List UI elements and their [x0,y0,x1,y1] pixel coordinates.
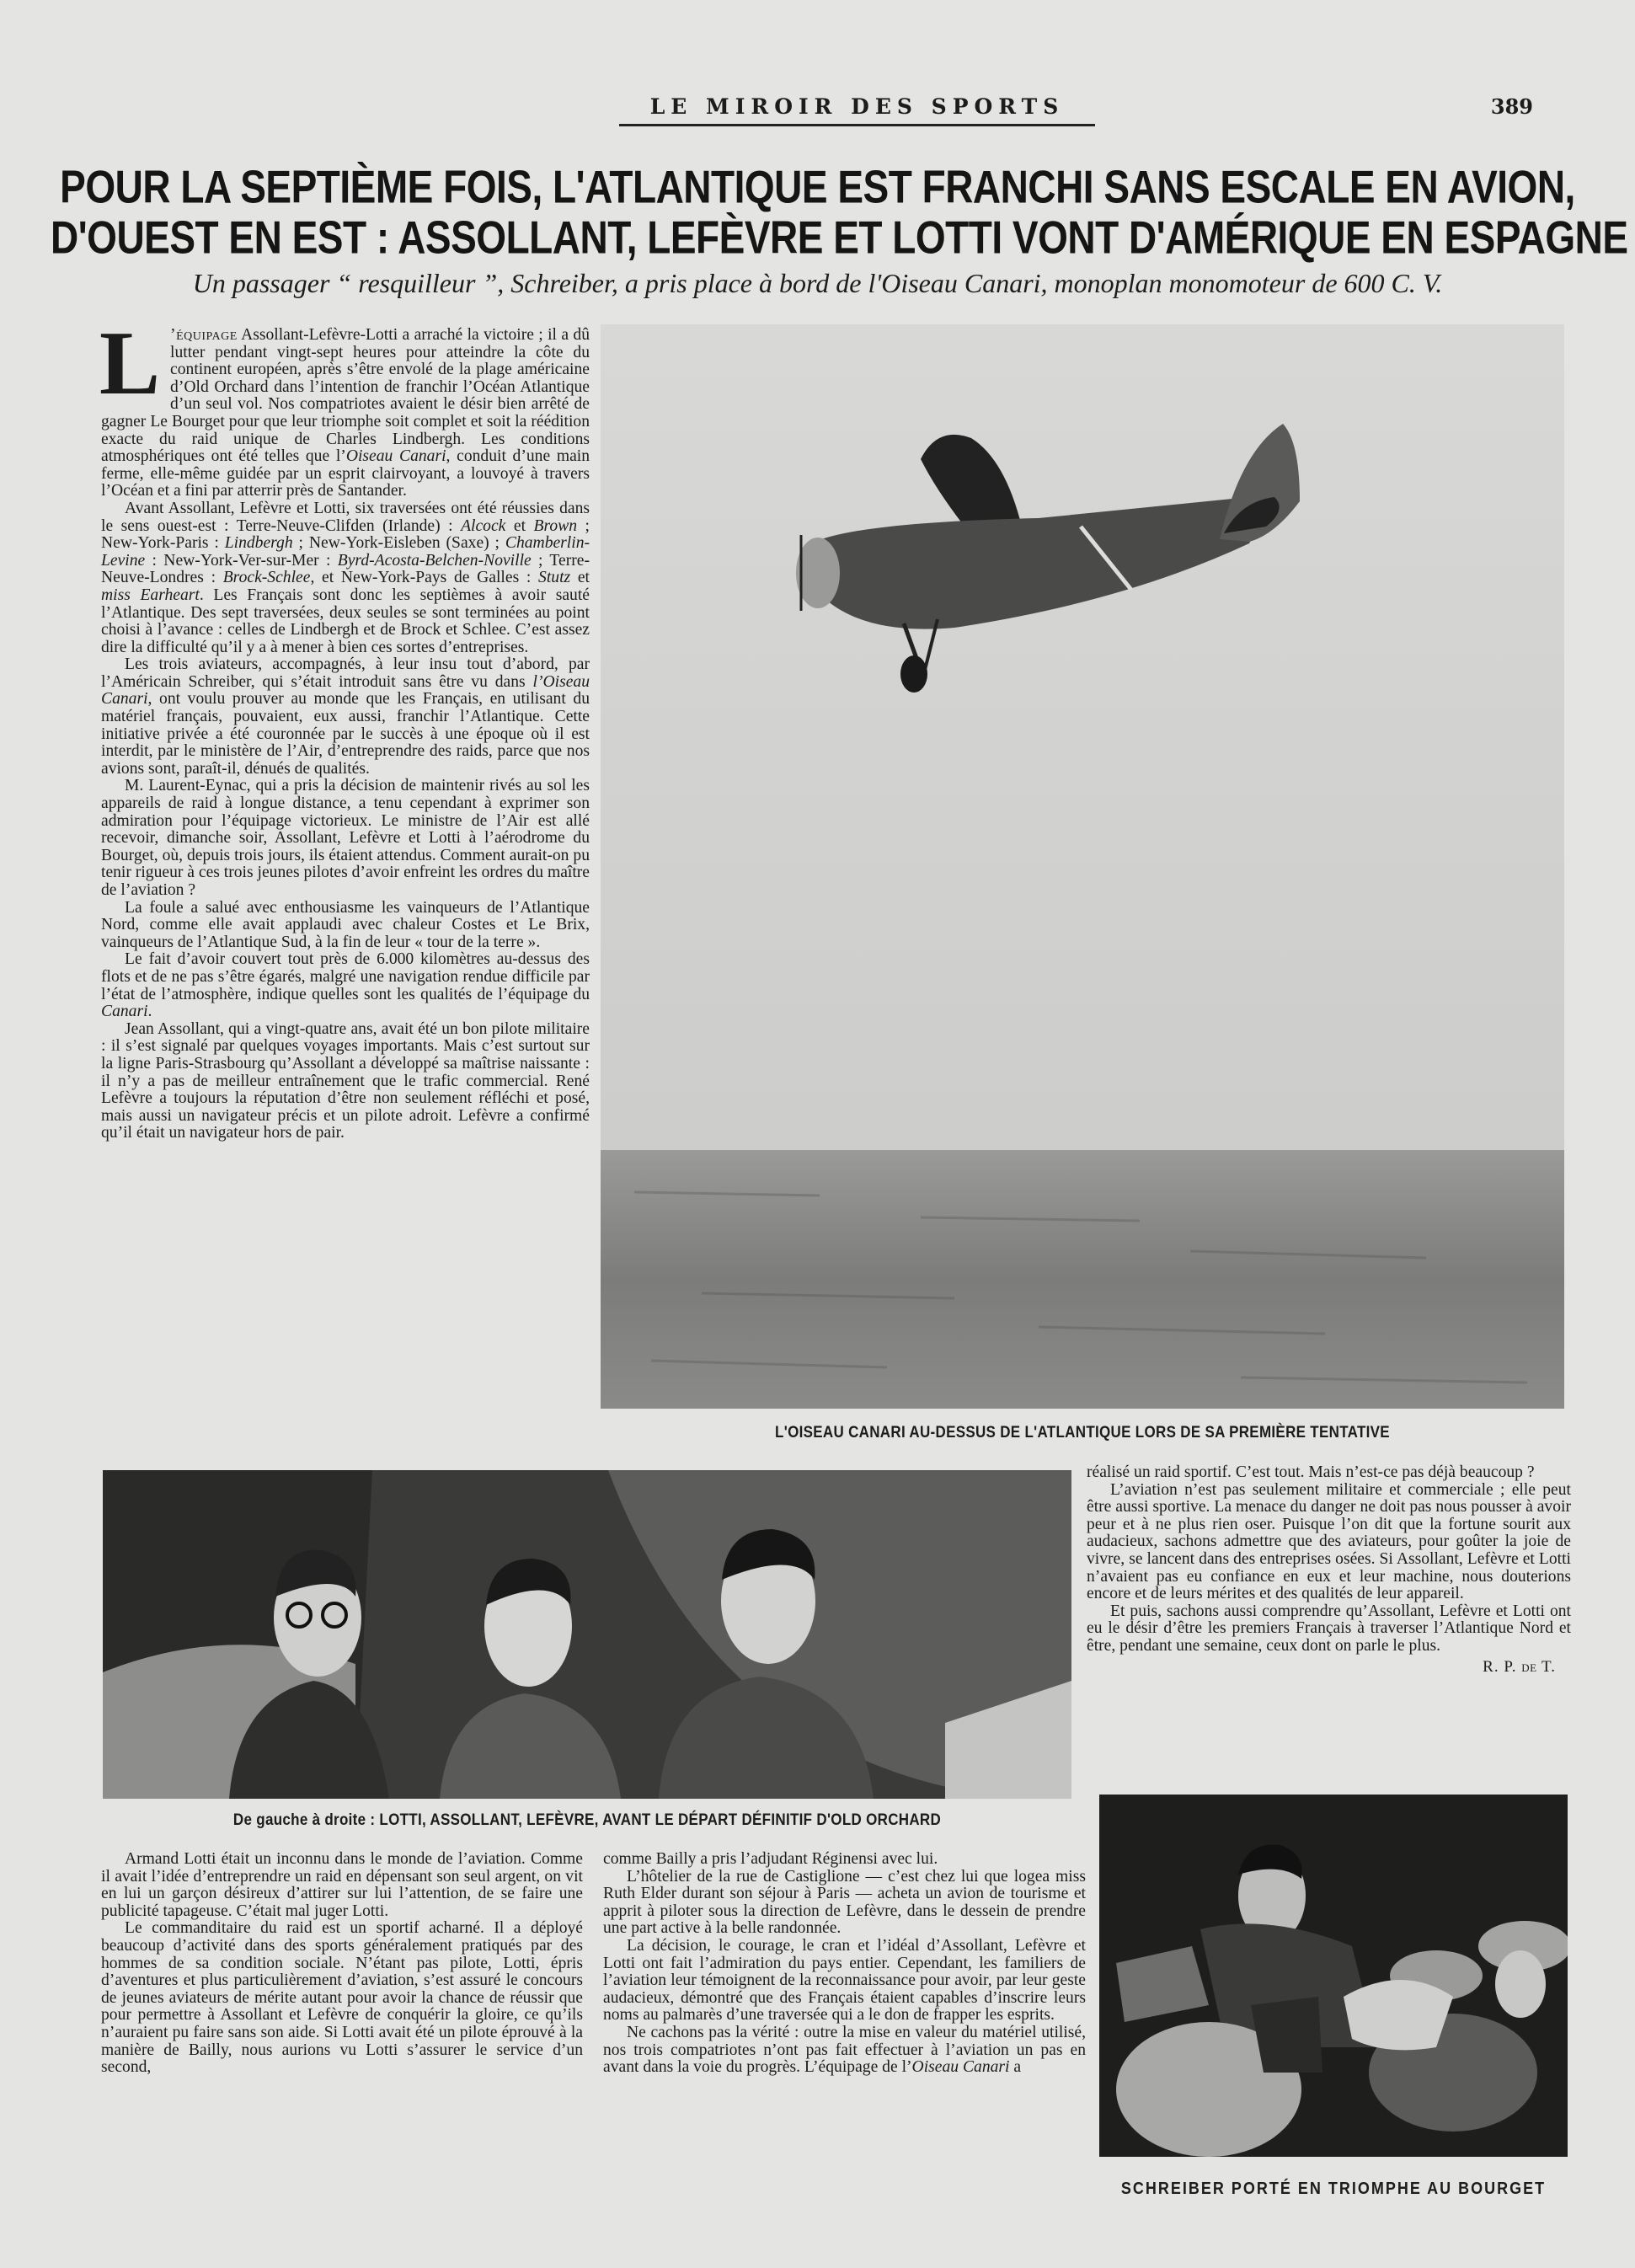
text-run: T. [1536,1657,1556,1676]
text-run: . [147,1003,152,1021]
text-run: , et New-York-Pays de Galles : [310,569,539,587]
paragraph: Jean Assollant, qui a vingt-quatre ans, avait été un bon pilote militaire : il s’est signalé par quelques voyages importants. Mais c’est surtout sur la ligne Paris-Strasbourg qu’Assollant a développé sa maîtrise naissante : il n’y a pas de meilleur entraînement que le trafic commercial. René Lefèvre a toujours la réputation d’être non seulement réfléchi et posé, mais aussi un navigateur précis et un pilote adroit. Lefèvre a confirmé qu’il était un navigateur hors de pair. [101,1019,590,1142]
crew-photo [103,1470,1071,1799]
aviator-name: Byrd-Acosta-Belchen-Noville [337,551,532,570]
drop-cap: L [99,313,161,414]
text-run: Les trois aviateurs, accompagnés, à leur insu tout d’abord, par l’Américain Schreiber, qui s’était introduit sans être vu dans [101,655,590,691]
aircraft-name: Oiseau Canari [345,447,446,466]
paragraph: Et puis, sachons aussi comprendre qu’Assollant, Lefèvre et Lotti ont eu le désir d’être les premiers Français à traverser l’Atlantique Nord et être, pendant une semaine, ceux dont on parle le plus. [1087,1602,1571,1655]
paragraph [101,656,590,778]
text-run: ; New-York-Eisleben (Saxe) ; [292,534,505,553]
aviator-name: Chamberlin-Levine [101,534,590,570]
article-column-bottom-middle [603,1851,1086,2077]
plane-over-ocean-image [601,324,1564,1409]
text-run: R. P. [1483,1657,1522,1676]
author-signature [1087,1659,1571,1677]
text-run: et [570,569,590,587]
text-run: , conduit d’une main ferme, elle-même guidée par un esprit clairvoyant, a louvoyé à travers l’Océan et a fini par atterrir près de Santander. [101,447,590,500]
paragraph [603,2025,1086,2077]
aircraft-name: l’Oiseau Canari [101,672,590,709]
text-run: . Les Français sont donc les septièmes à avoir sauté l’Atlantique. Des sept traversées, deux seules se sont terminées au point choisi à l’avance : celles de Lindbergh et de Brock et Schlee. C’est assez dire la difficulté qu’il y a à mener à bien ces sortes d’entreprises. [101,586,590,656]
aviator-name: Brock-Schlee [222,569,311,587]
page-number: 389 [1490,94,1533,119]
paragraph: L’aviation n’est pas seulement militaire et commerciale ; elle peut être aussi sportive. La menace du danger ne doit pas nous pousser à avoir peur et à ne plus rien oser. Puisque l’on dit que la fortune sourit aux audacieux, sachons admettre que des aviateurs, pour goûter la joie de vivre, se lancent dans des entreprises osées. Si Assollant, Lefèvre et Lotti n’avaient pas eu confiance en eux et leur machine, nous douterions encore et de leurs mérites et des qualités de leur appareil. [1087,1480,1571,1603]
text-run: a [1009,2058,1022,2077]
paragraph [101,951,590,1020]
schreiber-crowd-image [1099,1795,1568,2157]
aircraft-name: Canari [101,1003,148,1021]
paragraph [101,500,590,656]
crowd-photo [1099,1795,1568,2157]
paragraph: La foule a salué avec enthousiasme les vainqueurs de l’Atlantique Nord, comme elle avait applaudi avec chaleur Costes et Le Brix, vainqueurs de l’Atlantique Sud, à la fin de leur « tour de la terre ». [101,898,590,951]
aviator-name: Lindbergh [224,534,293,553]
plane-photo-caption: L'OISEAU CANARI AU-DESSUS DE L'ATLANTIQUE LORS DE SA PREMIÈRE TENTATIVE [775,1422,1390,1442]
article-column-1 [99,313,590,1142]
text-run: , ont voulu prouver au monde que les Français, en utilisant du matériel français, pouvaient, eux aussi, franchir l’Atlantique. Cette initiative privée a été couronnée par le succès à une époque où il est interdit, par le ministère de l’Air, d’entreprendre des raids, parce que nos avions sont, paraît-il, dénués de qualités. [101,690,590,778]
paragraph: comme Bailly a pris l’adjudant Réginensi avec lui. [603,1850,938,1868]
publication-masthead: LE MIROIR DES SPORTS [619,94,1095,126]
paragraph: M. Laurent-Eynac, qui a pris la décision de maintenir rivés au sol les appareils de raid à longue distance, a tenu cependant à exprimer son admiration pour l’équipage victorieux. Le ministre de l’Air est allé recevoir, dimanche soir, Assollant, Lefèvre et Lotti à l’aérodrome du Bourget, où, depuis trois jours, ils étaient attendus. Comment aurait-on pu tenir rigueur à ces trois jeunes pilotes d’avoir enfreint les ordres du maître de l’aviation ? [101,777,590,899]
aviator-name: Stutz [538,569,571,587]
paragraph: réalisé un raid sportif. C’est tout. Mais n’est-ce pas déjà beaucoup ? [1087,1463,1535,1481]
text-run: Avant Assollant, Lefèvre et Lotti, six traversées ont été réussies dans le sens ouest-est : Terre-Neuve-Clifden (Irlande) : [101,499,590,535]
lead-word: ’équipage [170,326,238,344]
paragraph: La décision, le courage, le cran et l’idéal d’Assollant, Lefèvre et Lotti ont fait l’admiration du pays entier. Cependant, les familiers de l’aviation leur témoignent de la reconnaissance pour avoir, par leur geste audacieux, démontré que des Français étaient capables d’inscrire leurs noms au palmarès d’une traversée qui a le don de frapper les esprits. [603,1936,1086,2025]
text-run: ; New-York-Paris : [101,516,590,553]
text-run: Assollant-Lefèvre-Lotti a arraché la victoire ; il a dû lutter pendant vingt-sept heures pour atteindre la côte du continent européen, après s’être envolé de la plage américaine d’Old Orchard dans l’intention de franchir l’Océan Atlantique d’un seul vol. Nos compatriotes avaient le désir bien arrêté de gagner Le Bourget pour que leur triomphe soit complet et soit la réédition exacte du raid unique de Charles Lindbergh. Les conditions atmosphériques ont été telles que l’ [101,326,590,466]
crowd-photo-caption: SCHREIBER PORTÉ EN TRIOMPHE AU BOURGET [1120,2178,1547,2198]
text-run: Ne cachons pas la vérité : outre la mise en valeur du matériel utilisé, nos trois compatriotes n’ont pas fait effectuer à l’aviation un pas en avant dans la voie du progrès. L’équipage de l’ [603,2023,1086,2077]
aviator-name: Brown [533,516,578,535]
text-run: de [1521,1657,1537,1676]
text-run: Le fait d’avoir couvert tout près de 6.000 kilomètres au-dessus des flots et de ne pas s’être égarés, malgré une navigation rendue difficile par l’état de l’atmosphère, indique quelles sont les qualités de l’équipage du [101,950,590,1003]
crew-portrait-image [103,1470,1071,1799]
text-run: : New-York-Ver-sur-Mer : [145,551,338,570]
paragraph: Le commanditaire du raid est un sportif acharné. Il a déployé beaucoup d’activité dans des sports généralement pratiqués par des hommes de sa condition sociale. N’étant pas pilote, Lotti, épris d’aventures et plus particulièrement d’aviation, s’est assuré le concours de jeunes aviateurs de mérite autant pour avoir la chance de réussir que pour permettre à Assollant et Lefèvre de conquérir la gloire, ce qu’ils n’auraient pu faire sans son aide. Si Lotti avait été un pilote éprouvé à la manière de Bailly, nous aurions vu Lotti s’assurer le service d’un second, [101,1919,583,2077]
paragraph: Armand Lotti était un inconnu dans le monde de l’aviation. Comme il avait l’idée d’entreprendre un raid en dépensant son seul argent, on vit en lui un garçon désireux d’attirer sur lui l’attention, de se faire une publicité tapageuse. C’était mal juger Lotti. [101,1850,583,1920]
plane-photo [601,324,1564,1409]
paragraph [99,313,590,500]
paragraph: L’hôtelier de la rue de Castiglione — c’est chez lui que logea miss Ruth Elder durant son séjour à Paris — acheta un avion de tourisme et apprit à piloter sous la direction de Lefèvre, dans le dessein de prendre une part active à la belle randonnée. [603,1867,1086,1938]
headline-line-2: D'OUEST EN EST : ASSOLLANT, LEFÈVRE ET LOTTI VONT D'AMÉRIQUE EN ESPAGNE [51,211,1628,264]
article-column-bottom-left [101,1851,583,2077]
aviator-name: Alcock [461,516,506,535]
aviator-name: miss Earheart [101,586,200,604]
crew-photo-caption: De gauche à droite : LOTTI, ASSOLLANT, LEFÈVRE, AVANT LE DÉPART DÉFINITIF D'OLD ORCHARD [232,1810,942,1829]
article-column-right [1087,1464,1571,1676]
article-subtitle: Un passager “ resquilleur ”, Schreiber, a pris place à bord de l'Oiseau Canari, monoplan monomoteur de 600 C. V. [192,268,1443,298]
headline-line-1: POUR LA SEPTIÈME FOIS, L'ATLANTIQUE EST FRANCHI SANS ESCALE EN AVION, [60,161,1575,213]
text-run: ; Terre-Neuve-Londres : [101,551,590,587]
text-run: et [505,516,534,535]
aircraft-name: Oiseau Canari [911,2058,1010,2077]
